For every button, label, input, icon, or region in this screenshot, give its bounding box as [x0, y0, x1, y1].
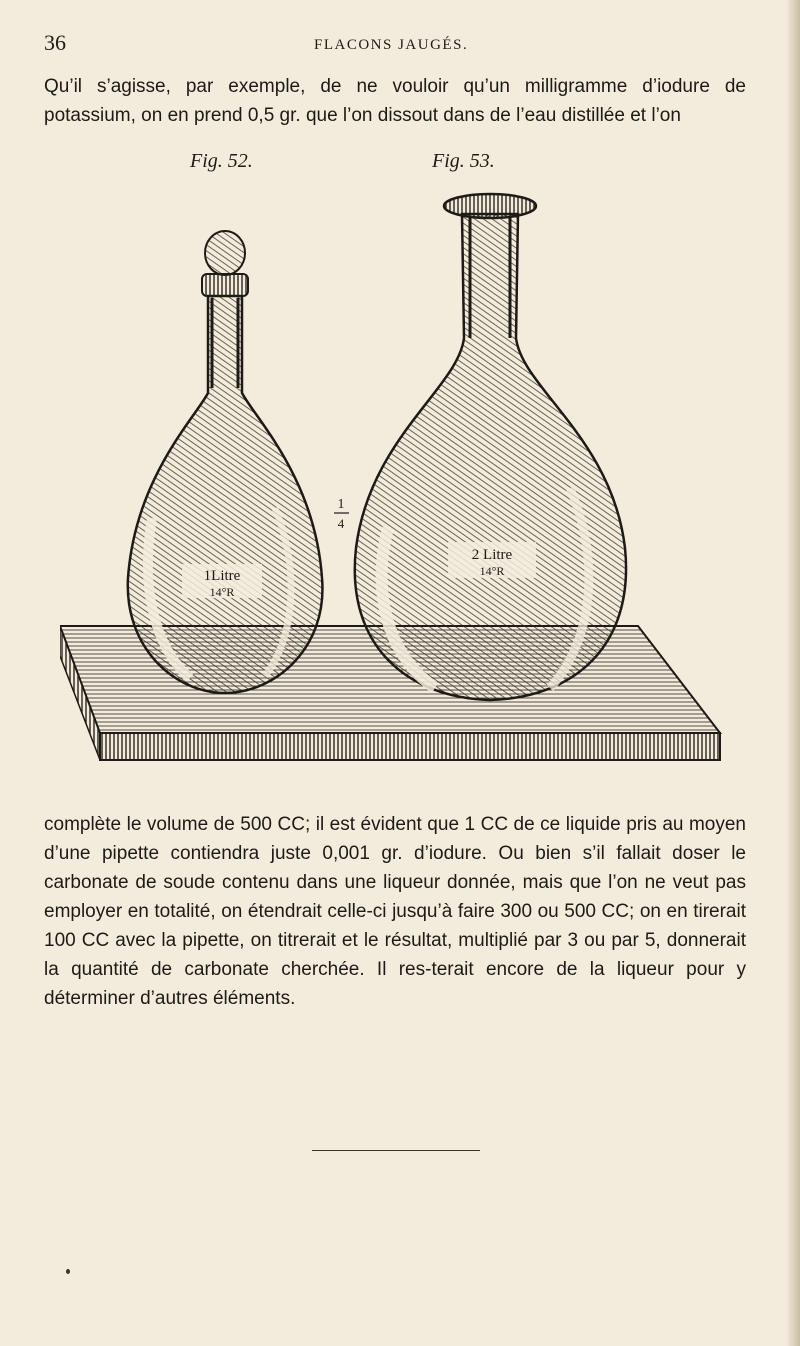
section-rule — [312, 1150, 480, 1151]
paragraph-continuation: complète le volume de 500 CC; il est évident que 1 CC de ce liquide pris au moyen d’une pipette contiendra juste 0,001 gr. d’iodure. Ou bien s’il fallait doser le carbonate de soude contenu dans une liqueur donnée, mais que l’on ne veut pas employer en totalité, on étendrait celle-ci jusqu’à faire 300 ou 500 CC; on en tirerait 100 CC avec la pipette, on titrerait et le résultat, multiplié par 3 ou par 5, donnerait la quantité de carbonate cherchée. Il res-terait encore de la liqueur pour y déterminer d’autres éléments. — [44, 814, 746, 1009]
flask-one-litre-volume-label: 1Litre — [203, 568, 241, 584]
ink-speck — [66, 1269, 70, 1274]
page-header — [44, 30, 754, 60]
running-title: FLACONS JAUGÉS. — [314, 37, 469, 53]
flasks-engraving — [60, 188, 740, 768]
page-edge-shadow — [786, 0, 800, 1346]
figure-52-caption: Fig. 52. — [190, 150, 253, 172]
fraction-numerator: 1 — [337, 497, 345, 512]
page-number: 36 — [44, 30, 66, 55]
flask-two-litre-volume-label: 2 Litre — [471, 547, 513, 563]
flask-one-litre — [128, 231, 323, 693]
flask-two-litre — [355, 194, 626, 700]
flask-one-litre-temperature-label: 14°R — [209, 585, 235, 599]
fraction-denominator: 4 — [337, 516, 345, 531]
flask-two-litre-temperature-label: 14°R — [479, 564, 505, 578]
paragraph-intro: Qu’il s’agisse, par exemple, de ne vouloir qu’un milligramme d’iodure de potassium, on en prend 0,5 gr. que l’on dissout dans de l’eau distillée et l’on — [44, 76, 746, 126]
figure-53-caption: Fig. 53. — [432, 150, 495, 172]
